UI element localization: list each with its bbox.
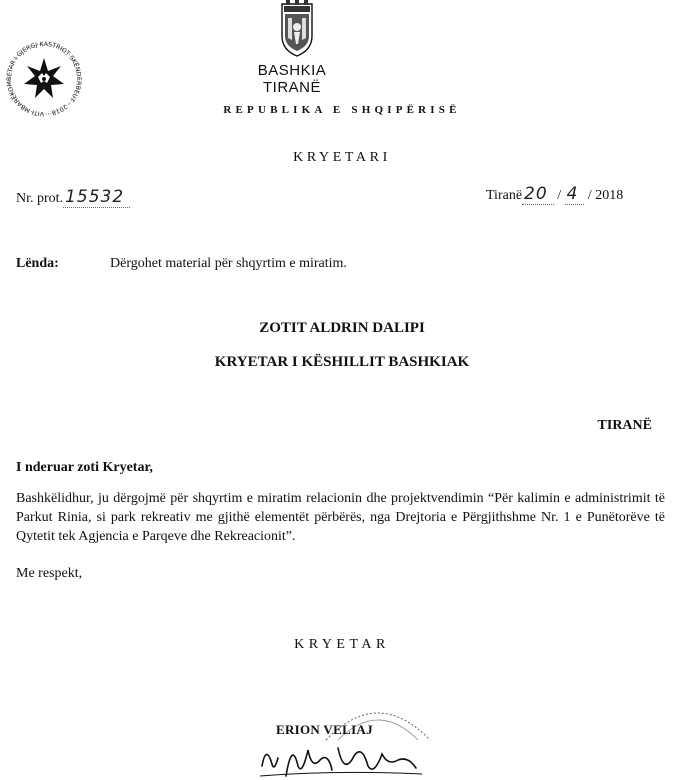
republic-name: REPUBLIKA E SHQIPËRISË <box>223 104 461 116</box>
recipient-city: TIRANË <box>597 418 652 433</box>
protocol-number: 15532 <box>63 187 130 208</box>
office-title: KRYETARI <box>293 150 391 165</box>
recipient-title: KRYETAR I KËSHILLIT BASHKIAK <box>214 354 470 370</box>
date-year: / 2018 <box>587 188 624 203</box>
signer-name: ERION VELIAJ <box>276 722 373 737</box>
signature-title: KRYETAR <box>294 637 390 652</box>
svg-text:VITI MBARËKOMBËTAR I GJERGJ KA: VITI MBARËKOMBËTAR I GJERGJ KASTRIOT SKËNDERBEUT · 2018 · <box>6 40 82 118</box>
date-day: 20 <box>522 184 554 205</box>
protocol-label: Nr. prot. <box>16 191 64 206</box>
jubilee-seal-logo <box>6 36 82 128</box>
date-month: 4 <box>565 184 585 205</box>
letter-body: Bashkëlidhur, ju dërgojmë për shqyrtim e miratim relacionin dhe projektvendimin “Për kalimin e administrimit të Parkut Rinia, si park rekreativ me gjithë elementët përbërës, nga Drejtoria e Përgjithshme Nr. 1 e Punëtorëve të Qytetit tek Agjencia e Parqeve dhe Rekreacionit”. <box>16 491 665 544</box>
subject-label: Lënda: <box>16 256 59 271</box>
municipality-name-line2: TIRANË <box>262 79 321 96</box>
date-place: Tiranë <box>486 188 523 203</box>
date-line: Tiranë 20 / 4 / 2018 <box>486 184 624 204</box>
tirana-coat-of-arms-logo <box>274 0 320 58</box>
handwritten-signature <box>258 736 428 780</box>
closing: Me respekt, <box>16 566 83 581</box>
recipient-name: ZOTIT ALDRIN DALIPI <box>259 320 425 336</box>
municipality-name-line1: BASHKIA <box>257 62 327 79</box>
salutation: I nderuar zoti Kryetar, <box>16 460 153 475</box>
protocol-line <box>16 187 130 207</box>
subject-text: Dërgohet material për shqyrtim e miratim. <box>110 256 347 271</box>
